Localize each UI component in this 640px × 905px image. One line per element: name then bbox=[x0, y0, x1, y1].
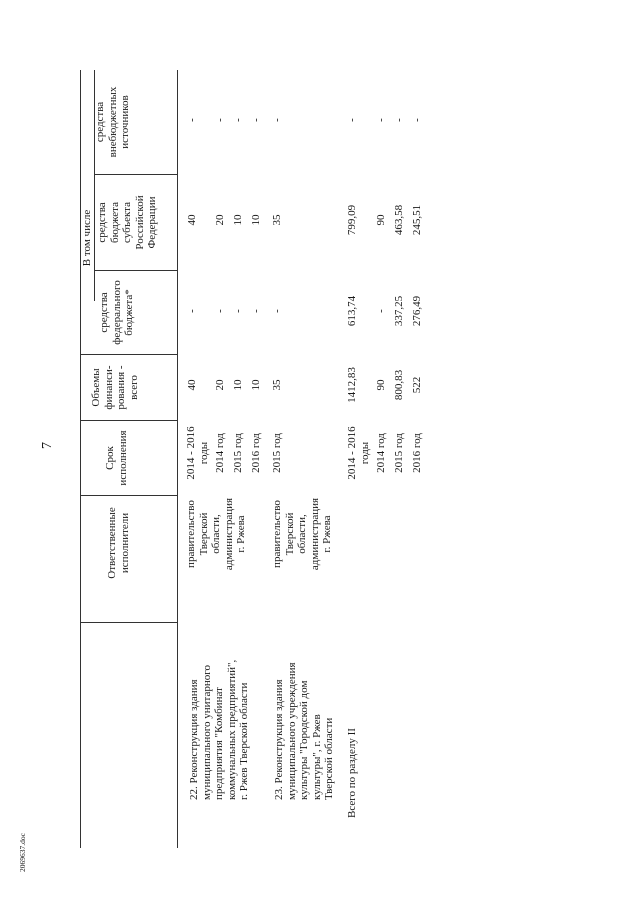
total-term-1: 2014 - 2016 годы bbox=[346, 426, 371, 480]
row-23-name: 23. Реконструкция здания муниципального учреждения культуры "Городской дом культуры", г. Ржев Тверской области bbox=[273, 662, 336, 800]
row-23-subject-1: 35 bbox=[271, 214, 283, 226]
total-extra-4: - bbox=[411, 118, 423, 122]
header-volume: Объемы финанси- рования - всего bbox=[90, 365, 140, 410]
row-22-term-1: 2014 - 2016 годы bbox=[185, 426, 210, 480]
row-22-term-3: 2015 год bbox=[232, 433, 244, 473]
total-label: Всего по разделу II bbox=[346, 728, 358, 818]
row-22-federal-3: - bbox=[232, 309, 244, 313]
row-22-volume-2: 20 bbox=[214, 379, 226, 391]
total-extra-3: - bbox=[393, 118, 405, 122]
header-responsible: Ответственные исполнители bbox=[106, 507, 131, 579]
row-22-term-2: 2014 год bbox=[214, 433, 226, 473]
page-number: 7 bbox=[40, 442, 55, 449]
document-filename: 2069637.doc bbox=[18, 833, 27, 872]
row-22-responsible: правительство Тверской области, администрация г. Ржева bbox=[185, 497, 248, 571]
row-22-subject-3: 10 bbox=[232, 214, 244, 226]
row-22-extra-2: - bbox=[214, 118, 226, 122]
total-extra-1: - bbox=[346, 118, 358, 122]
total-volume-3: 800,83 bbox=[393, 369, 405, 401]
total-extra-2: - bbox=[375, 118, 387, 122]
total-subject-2: 90 bbox=[375, 214, 387, 226]
header-term: Срок исполнения bbox=[104, 430, 129, 486]
header-federal: средства федерального бюджета* bbox=[98, 280, 136, 345]
header-bottom-rule bbox=[177, 70, 178, 848]
header-incl: В том числе bbox=[81, 209, 93, 267]
total-federal-2: - bbox=[375, 309, 387, 313]
total-volume-1: 1412,83 bbox=[346, 367, 358, 403]
row-22-subject-2: 20 bbox=[214, 214, 226, 226]
row-22-volume-4: 10 bbox=[250, 379, 262, 391]
row-22-extra-1: - bbox=[186, 118, 198, 122]
row-22-subject-4: 10 bbox=[250, 214, 262, 226]
total-volume-2: 90 bbox=[375, 379, 387, 391]
row-22-federal-4: - bbox=[250, 309, 262, 313]
total-term-2: 2014 год bbox=[375, 433, 387, 473]
row-23-responsible: правительство Тверской области, администрация г. Ржева bbox=[271, 497, 334, 571]
header-extra: средства внебюджетных источников bbox=[94, 86, 132, 158]
row-23-federal-1: - bbox=[271, 309, 283, 313]
row-22-term-4: 2016 год bbox=[250, 433, 262, 473]
total-federal-4: 276,49 bbox=[411, 295, 423, 327]
rotated-table bbox=[80, 70, 423, 848]
row-22-volume-1: 40 bbox=[186, 379, 198, 391]
row-22-extra-3: - bbox=[232, 118, 244, 122]
total-subject-3: 463,58 bbox=[393, 204, 405, 236]
total-term-4: 2016 год bbox=[411, 433, 423, 473]
total-subject-1: 799,09 bbox=[346, 204, 358, 236]
total-volume-4: 522 bbox=[411, 376, 423, 394]
row-22-federal-2: - bbox=[214, 309, 226, 313]
row-22-name: 22. Реконструкция здания муниципального унитарного предприятия "Комбинат коммунальных предприятий", г. Ржев Тверской области bbox=[188, 659, 251, 800]
budget-table bbox=[80, 70, 640, 848]
row-22-subject-1: 40 bbox=[186, 214, 198, 226]
row-22-extra-4: - bbox=[250, 118, 262, 122]
col-divider bbox=[80, 622, 177, 623]
row-23-volume-1: 35 bbox=[271, 379, 283, 391]
total-federal-1: 613,74 bbox=[346, 295, 358, 327]
total-federal-3: 337,25 bbox=[393, 295, 405, 327]
total-term-3: 2015 год bbox=[393, 433, 405, 473]
header-subject: средства бюджета субъекта Российской Федерации bbox=[96, 195, 159, 250]
row-23-term-1: 2015 год bbox=[271, 433, 283, 473]
row-23-extra-1: - bbox=[271, 118, 283, 122]
total-subject-4: 245,51 bbox=[411, 204, 423, 236]
row-22-volume-3: 10 bbox=[232, 379, 244, 391]
row-22-federal-1: - bbox=[186, 309, 198, 313]
